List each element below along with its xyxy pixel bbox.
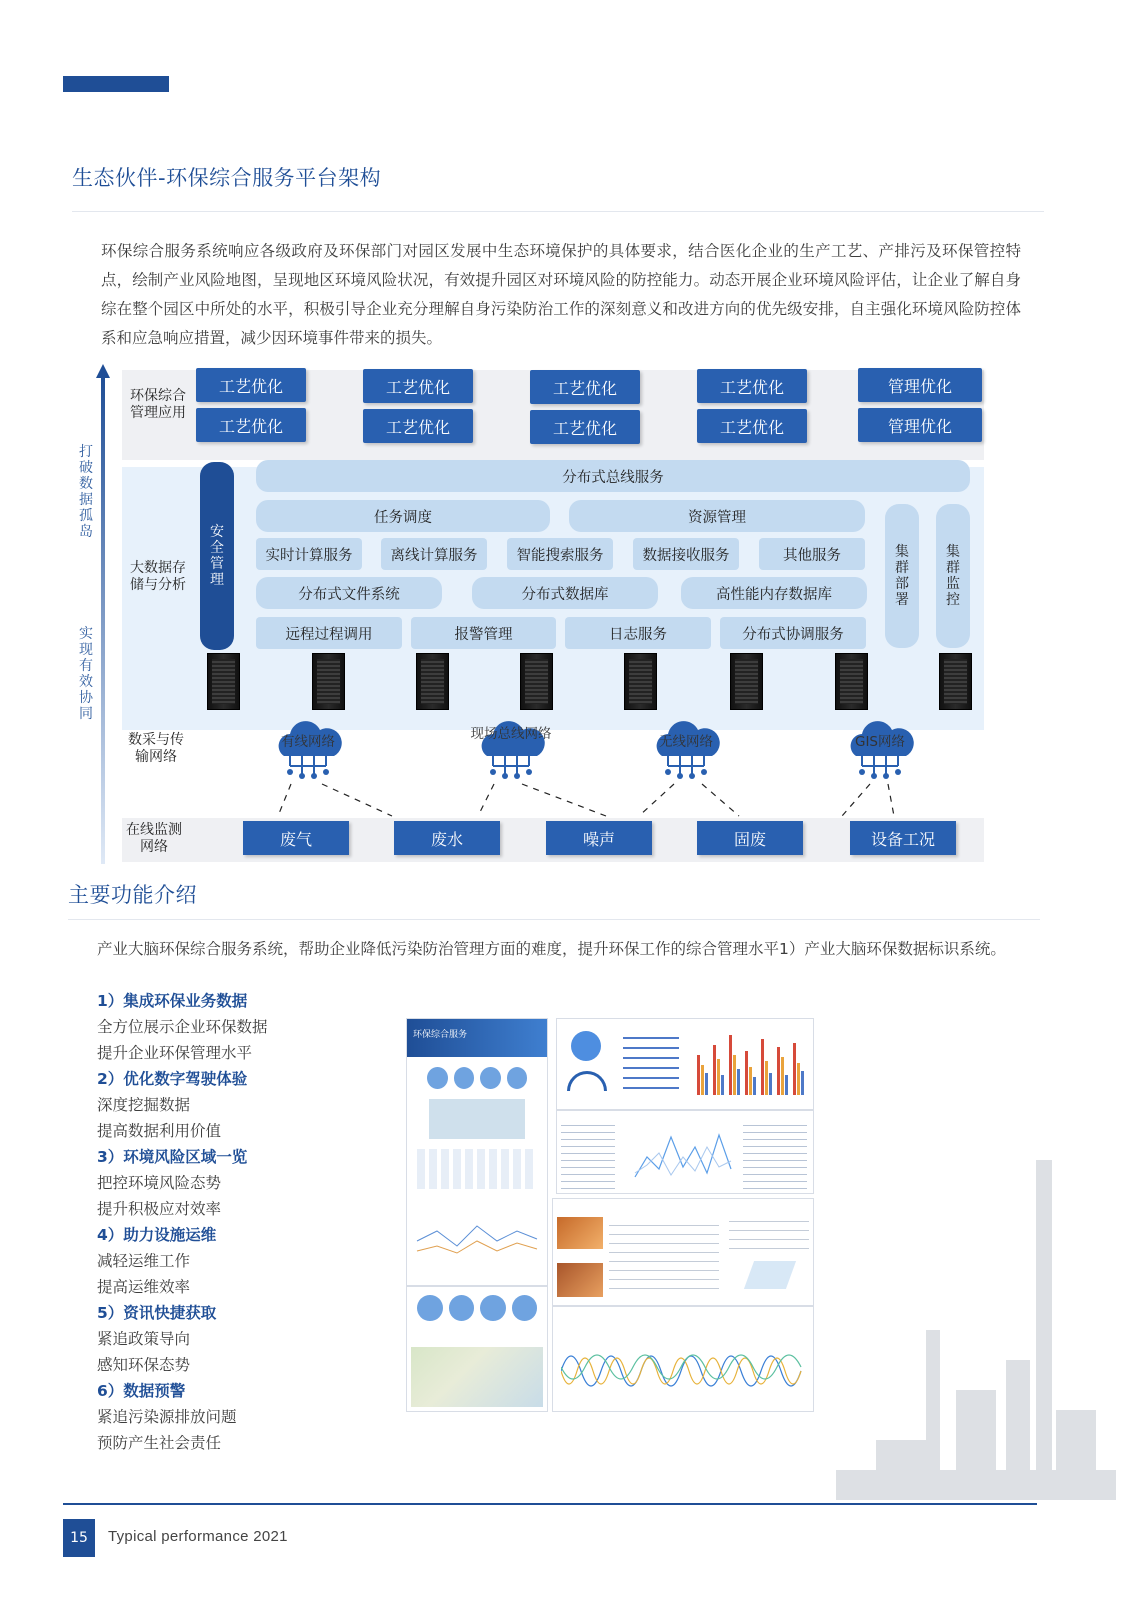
section-title-architecture: 生态伙伴-环保综合服务平台架构	[72, 166, 382, 190]
app-button[interactable]: 工艺优化	[363, 409, 473, 443]
architecture-diagram	[74, 364, 1014, 874]
monitor-button[interactable]: 废气	[243, 821, 349, 855]
top-accent-bar	[63, 76, 169, 92]
function-item: 提高运维效率	[97, 1278, 191, 1296]
service-pill: 离线计算服务	[381, 538, 487, 570]
storage-pill: 分布式文件系统	[256, 577, 442, 609]
service-pill: 实时计算服务	[256, 538, 362, 570]
function-item: 全方位展示企业环保数据	[97, 1018, 268, 1036]
app-button[interactable]: 管理优化	[858, 408, 982, 442]
function-item: 深度挖掘数据	[97, 1096, 191, 1114]
vertical-label-collaborate: 实现有效协同	[79, 626, 93, 722]
infra-pill: 远程过程调用	[256, 617, 402, 649]
function-heading: 4）助力设施运维	[97, 1226, 217, 1244]
app-button[interactable]: 工艺优化	[363, 369, 473, 403]
dashboard-panel	[556, 1110, 814, 1194]
infra-pill: 日志服务	[565, 617, 711, 649]
intro-paragraph: 环保综合服务系统响应各级政府及环保部门对园区发展中生态环境保护的具体要求，结合医化企业的生产工艺、产排污及环保管控特点，绘制产业风险地图，呈现地区环境风险状况，有效提升园区对环境风险的防控能力。动态开展企业环境风险评估，让企业了解自身综在整个园区中所处的水平，积极引导企业充分理解自身污染防治工作的深刻意义和改进方向的优先级安排，自主强化环境风险防控体系和应急响应措置，减少因环境事件带来的损失。	[101, 242, 1021, 347]
service-pill: 智能搜索服务	[507, 538, 613, 570]
app-button[interactable]: 管理优化	[858, 368, 982, 402]
monitor-button[interactable]: 固废	[697, 821, 803, 855]
function-heading: 5）资讯快捷获取	[97, 1304, 217, 1322]
function-heading: 6）数据预警	[97, 1382, 186, 1400]
function-heading: 3）环境风险区域一览	[97, 1148, 248, 1166]
function-item: 提升企业环保管理水平	[97, 1044, 253, 1062]
network-label: 有线网络	[281, 734, 335, 750]
task-scheduling: 任务调度	[256, 500, 550, 532]
vertical-label-break-silos: 打破数据孤岛	[79, 444, 93, 540]
dashboard-panel	[406, 1286, 548, 1412]
infra-pill: 分布式协调服务	[720, 617, 866, 649]
function-heading: 1）集成环保业务数据	[97, 992, 248, 1010]
function-item: 提升积极应对效率	[97, 1200, 222, 1218]
dashboard-header: 环保综合服务	[407, 1019, 547, 1057]
function-item: 把控环境风险态势	[97, 1174, 222, 1192]
infra-pill: 报警管理	[411, 617, 556, 649]
function-item: 紧追政策导向	[97, 1330, 191, 1348]
monitor-button[interactable]: 设备工况	[850, 821, 956, 855]
app-button[interactable]: 工艺优化	[697, 409, 807, 443]
functions-intro: 产业大脑环保综合服务系统，帮助企业降低污染防治管理方面的难度，提升环保工作的综合管理水平1）产业大脑环保数据标识系统。	[97, 940, 1006, 958]
function-item: 提高数据利用价值	[97, 1122, 222, 1140]
network-label: 现场总线网络	[470, 726, 552, 742]
dashboard-panel	[552, 1306, 814, 1412]
service-pill: 数据接收服务	[633, 538, 739, 570]
row-label-monitor: 在线监测网络	[126, 822, 182, 855]
function-heading: 2）优化数字驾驶体验	[97, 1070, 248, 1088]
storage-pill: 高性能内存数据库	[681, 577, 867, 609]
section-divider	[68, 919, 1040, 920]
app-button[interactable]: 工艺优化	[530, 370, 640, 404]
cluster-deploy: 集群部署	[885, 504, 919, 648]
page-number: 15	[63, 1519, 95, 1557]
security-management: 安全管理	[200, 462, 234, 650]
function-list	[97, 988, 377, 1456]
section-divider	[72, 211, 1044, 212]
storage-pill: 分布式数据库	[472, 577, 658, 609]
row-label-network: 数采与传输网络	[128, 732, 184, 765]
network-label: 无线网络	[659, 734, 713, 750]
row-label-apps: 环保综合管理应用	[130, 388, 186, 421]
monitor-button[interactable]: 废水	[394, 821, 500, 855]
resource-management: 资源管理	[569, 500, 865, 532]
section-title-functions: 主要功能介绍	[68, 883, 197, 907]
dashboard-panel	[552, 1198, 814, 1306]
function-item: 减轻运维工作	[97, 1252, 191, 1270]
cluster-monitor: 集群监控	[936, 504, 970, 648]
service-pill: 其他服务	[759, 538, 865, 570]
app-button[interactable]: 工艺优化	[196, 368, 306, 402]
monitor-button[interactable]: 噪声	[546, 821, 652, 855]
dashboard-panel	[556, 1018, 814, 1110]
network-label: GIS网络	[854, 734, 905, 750]
app-button[interactable]: 工艺优化	[196, 408, 306, 442]
bus-service: 分布式总线服务	[256, 460, 970, 492]
function-item: 紧追污染源排放问题	[97, 1408, 237, 1426]
row-label-bigdata: 大数据存储与分析	[130, 560, 186, 593]
factory-silhouette-icon	[836, 1150, 1116, 1500]
connector-lines	[74, 364, 1014, 874]
app-button[interactable]: 工艺优化	[697, 369, 807, 403]
footer-text: Typical performance 2021	[108, 1528, 288, 1545]
function-item: 感知环保态势	[97, 1356, 191, 1374]
app-button[interactable]: 工艺优化	[530, 410, 640, 444]
dashboard-panel	[406, 1018, 548, 1286]
footer-rule	[63, 1503, 1037, 1505]
function-item: 预防产生社会责任	[97, 1434, 222, 1452]
